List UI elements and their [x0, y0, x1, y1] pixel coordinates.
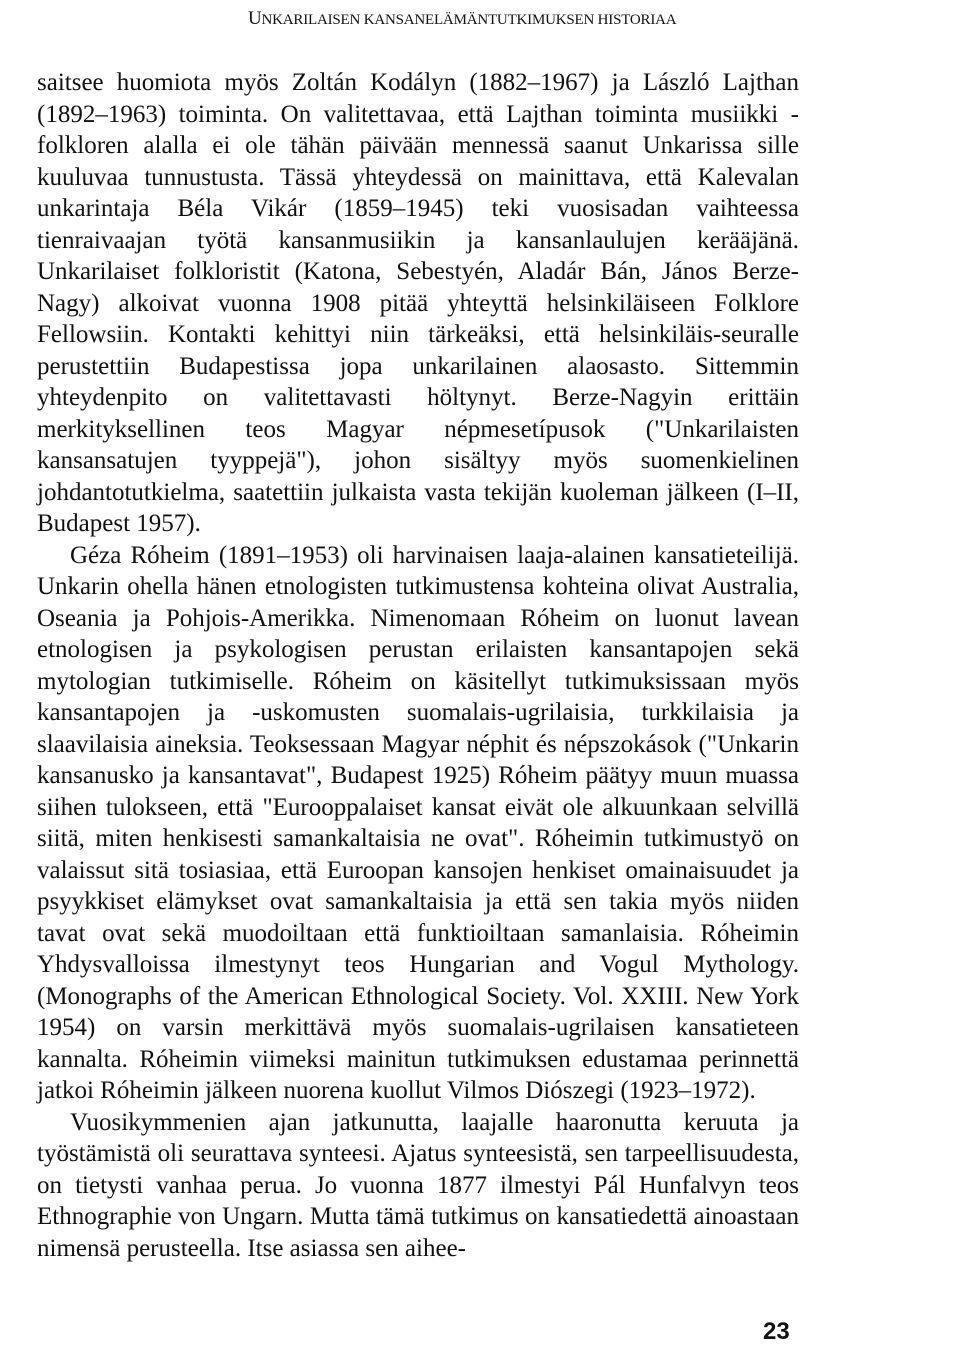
page-number: 23 — [763, 1318, 790, 1345]
paragraph-synthesis: Vuosikymmenien ajan jatkunutta, laajalle haaronutta keruuta ja työstämistä oli seurattava synteesi. Ajatus synteesistä, sen tarpeellisuudesta, on tietysti vanhaa perua. Jo vuonna 1877 ilmestyi Pál Hunfalvyn teos Ethnographie von Ungarn. Mutta tämä tutkimus on kansatiedettä ainoastaan nimensä perusteella. Itse asiassa sen aihee- — [37, 1108, 799, 1262]
paragraph-roheim: Géza Róheim (1891–1953) oli harvinaisen laaja-alainen kansatieteilijä. Unkarin ohella hänen etnologisten tutkimustensa kohteina olivat Australia, Oseania ja Pohjois-Amerikka. Nimenomaan Róheim on luonut lavean etnologisen ja psykologisen perustan erilaisten kansantapojen sekä mytologian tutkimiselle. Róheim on käsitellyt tutkimuksissaan myös kansantapojen ja -uskomusten suomalais-ugrilaisia, turkkilaisia ja slaavilaisia aineksia. Teoksessaan Magyar néphit és népszokások ("Unkarin kansanusko ja kansantavat", Budapest 1925) Róheim päätyy muun muassa siihen tulokseen, että "Eurooppalaiset kansat eivät ole alkuunkaan selvillä siitä, miten henkisesti samankaltaisia ne ovat". Róheimin tutkimustyö on valaissut sitä tosiasiaa, että Euroopan kansojen henkiset omainaisuudet ja psyykkiset elämykset ovat samankaltaisia ja että sen takia myös niiden tavat ovat sekä muodoiltaan että funktioiltaan samanlaisia. Róheimin Yhdysvalloissa ilmestynyt teos Hungarian and Vogul Mythology. (Monographs of the American Ethnological Society. Vol. XXIII. New York 1954) on varsin merkittävä myös suomalais-ugrilaisen kansatieteen kannalta. Róheimin viimeksi mainitun tutkimuksen edustamaa perinnettä jatkoi Róheimin jälkeen nuorena kuollut Vilmos Diószegi (1923–1972). — [37, 541, 799, 1104]
running-head — [248, 8, 676, 30]
body-text — [37, 67, 799, 1264]
running-head-text: NKARILAISEN KANSANELÄMÄNTUTKIMUKSEN HISTORIAA — [261, 12, 677, 28]
running-head-initial: U — [248, 8, 262, 29]
paragraph-kodaly-lajtha: saitsee huomiota myös Zoltán Kodályn (1882–1967) ja László Lajthan (1892–1963) toiminta. On valitettavaa, että Lajthan toiminta musiikki -folkloren alalla ei ole tähän päivään mennessä saanut Unkarissa sille kuuluvaa tunnustusta. Tässä yhteydessä on mainittava, että Kalevalan unkarintaja Béla Vikár (1859–1945) teki vuosisadan vaihteessa tienraivaajan työtä kansanmusiikin ja kansanlaulujen kerääjänä. Unkarilaiset folkloristit (Katona, Sebestyén, Aladár Bán, János Berze-Nagy) alkoivat vuonna 1908 pitää yhteyttä helsinkiläiseen Folklore Fellowsiin. Kontakti kehittyi niin tärkeäksi, että helsinkiläis-seuralle perustettiin Budapestissa jopa unkarilainen alaosasto. Sittemmin yhteydenpito on valitettavasti höltynyt. Berze-Nagyin erittäin merkityksellinen teos Magyar népmesetípusok ("Unkarilaisten kansansatujen tyyppejä"), johon sisältyy myös suomenkielinen johdantotutkielma, saatettiin julkaista vasta tekijän kuoleman jälkeen (I–II, Budapest 1957). — [37, 69, 799, 537]
